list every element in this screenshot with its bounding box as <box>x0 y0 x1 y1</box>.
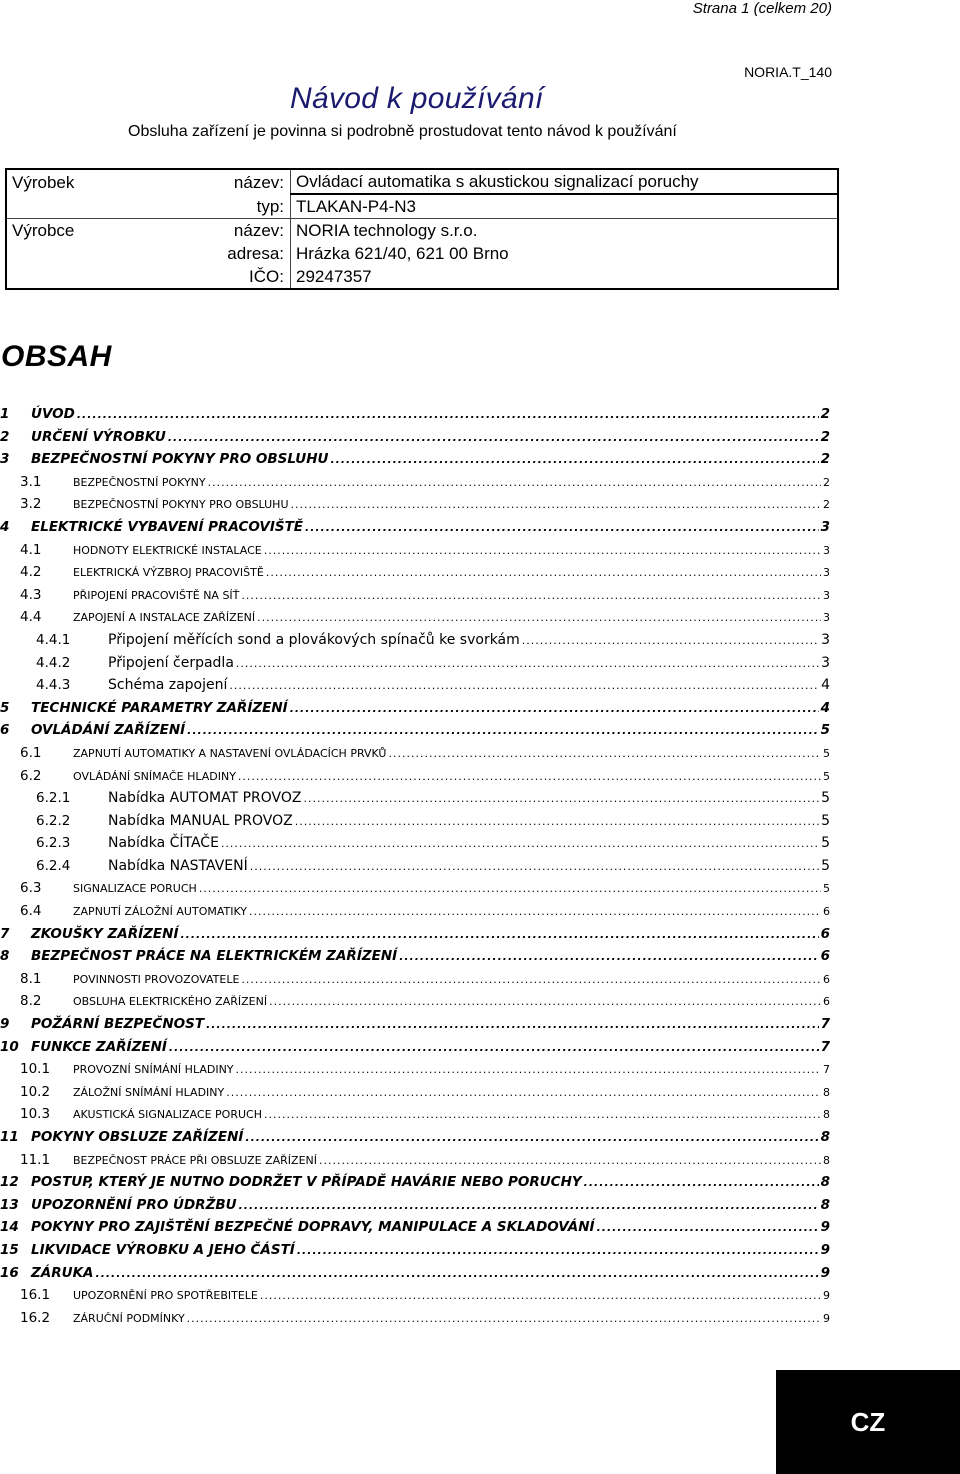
toc-entry-title: OVLÁDÁNÍ SNÍMAČE HLADINY <box>73 769 236 783</box>
toc-entry-title: Schéma zapojení <box>108 677 228 694</box>
toc-leader-dots <box>295 810 819 834</box>
toc-entry-number: 4.4 <box>20 609 42 626</box>
toc-entry[interactable] <box>0 900 830 923</box>
manufacturer-name-row <box>6 219 838 243</box>
toc-entry-number: 3.2 <box>20 496 42 513</box>
toc-entry[interactable] <box>0 403 830 426</box>
toc-entry-number: 10.1 <box>20 1061 51 1078</box>
toc-entry-number: 15 <box>0 1241 19 1258</box>
toc-entry-title: ZÁRUKA <box>31 1264 94 1281</box>
product-info-table <box>5 168 839 290</box>
toc-entry-title: POKYNY PRO ZAJIŠTĚNÍ BEZPEČNÉ DOPRAVY, MANIPULACE A SKLADOVÁNÍ <box>31 1219 595 1236</box>
toc-leader-dots <box>236 1059 821 1082</box>
toc-entry[interactable] <box>0 1036 830 1059</box>
toc-entry-page: 8 <box>820 1129 830 1145</box>
toc-entry[interactable] <box>0 810 830 833</box>
toc-entry-page: 6 <box>823 995 830 1009</box>
toc-entry-page: 7 <box>820 1016 830 1033</box>
toc-entry-page: 5 <box>823 746 830 760</box>
toc-entry-title: PROVOZNÍ SNÍMÁNÍ HLADINY <box>73 1063 234 1077</box>
toc-entry-number: 6.3 <box>20 880 42 897</box>
toc-entry[interactable] <box>0 539 830 562</box>
toc-leader-dots <box>297 1239 819 1263</box>
toc-entry-page: 5 <box>821 812 830 829</box>
toc-leader-dots <box>208 472 821 495</box>
toc-entry-title: Nabídka MANUAL PROVOZ <box>108 812 293 829</box>
toc-entry-title: HODNOTY ELEKTRICKÉ INSTALACE <box>73 543 262 557</box>
manufacturer-address-row <box>6 242 838 265</box>
toc-entry-number: 4.4.3 <box>36 677 71 694</box>
toc-leader-dots <box>239 1194 819 1218</box>
empty-cell <box>6 242 109 265</box>
toc-entry-title: BEZPEČNOST PRÁCE NA ELEKTRICKÉM ZAŘÍZENÍ <box>31 948 398 965</box>
empty-cell <box>6 194 109 219</box>
toc-entry[interactable] <box>0 561 830 584</box>
toc-leader-dots <box>77 403 819 427</box>
info-value: NORIA technology s.r.o. <box>291 219 839 243</box>
toc-entry-page: 9 <box>823 1311 830 1325</box>
toc-entry-page: 5 <box>823 769 830 783</box>
toc-entry-page: 3 <box>823 566 830 580</box>
product-section-label: Výrobek <box>6 169 109 194</box>
toc-entry[interactable] <box>0 584 830 607</box>
toc-entry-page: 7 <box>820 1038 830 1055</box>
toc-entry-page: 3 <box>823 611 830 625</box>
toc-leader-dots <box>187 719 818 743</box>
toc-entry[interactable] <box>0 877 830 900</box>
info-label: IČO: <box>109 265 291 289</box>
toc-entry-number: 6.1 <box>20 744 42 761</box>
toc-entry-number: 4.3 <box>20 586 42 603</box>
toc-entry-number: 6.2.2 <box>36 812 71 829</box>
toc-entry-page: 2 <box>823 475 830 489</box>
toc-entry-number: 4.4.2 <box>36 654 71 671</box>
toc-leader-dots <box>330 448 818 472</box>
toc-leader-dots <box>290 697 819 721</box>
toc-entry-page: 3 <box>821 654 830 671</box>
toc-entry-page: 9 <box>823 1289 830 1303</box>
toc-leader-dots <box>264 1104 821 1127</box>
toc-entry-title: ÚVOD <box>31 406 75 422</box>
page-subtitle: Obsluha zařízení je povinna si podrobně prostudovat tento návod k používání <box>128 123 677 140</box>
toc-entry-number: 3 <box>0 451 10 468</box>
toc-entry-number: 8.1 <box>20 970 42 987</box>
toc-entry-page: 6 <box>823 972 830 986</box>
toc-entry-title: ZKOUŠKY ZAŘÍZENÍ <box>31 925 179 942</box>
toc-entry-number: 8 <box>0 948 10 965</box>
toc-leader-dots <box>522 629 819 653</box>
toc-entry-number: 6.2.3 <box>36 835 71 852</box>
toc-leader-dots <box>169 1036 819 1060</box>
toc-leader-dots <box>199 878 821 901</box>
toc-entry-title: ZAPNUTÍ AUTOMATIKY A NASTAVENÍ OVLÁDACÍCH PRVKŮ <box>73 746 387 760</box>
toc-entry-page: 3 <box>820 518 830 535</box>
toc-entry-page: 2 <box>823 498 830 512</box>
toc-entry[interactable] <box>0 1058 830 1081</box>
toc-leader-dots <box>305 516 819 540</box>
toc-entry-title: UPOZORNĚNÍ PRO SPOTŘEBITELE <box>73 1289 258 1303</box>
toc-entry[interactable] <box>0 1081 830 1104</box>
product-type-row <box>6 194 838 219</box>
toc-entry-number: 14 <box>0 1219 19 1236</box>
toc-entry-number: 5 <box>0 699 10 716</box>
toc-entry[interactable] <box>0 674 830 697</box>
toc-entry[interactable] <box>0 1307 830 1330</box>
toc-entry-title: POKYNY OBSLUZE ZAŘÍZENÍ <box>31 1129 244 1145</box>
toc-entry-title: TECHNICKÉ PARAMETRY ZAŘÍZENÍ <box>31 699 288 716</box>
toc-entry-number: 10.3 <box>20 1106 51 1123</box>
toc-entry-page: 9 <box>820 1241 830 1258</box>
toc-entry-title: OVLÁDÁNÍ ZAŘÍZENÍ <box>31 722 186 739</box>
toc-entry-number: 16 <box>0 1264 19 1281</box>
toc-entry-number: 13 <box>0 1196 19 1213</box>
language-badge: CZ <box>776 1370 960 1474</box>
toc-entry-title: UPOZORNĚNÍ PRO ÚDRŽBU <box>31 1196 237 1213</box>
toc-entry-number: 4 <box>0 518 10 535</box>
toc-entry-page: 5 <box>823 882 830 896</box>
toc-entry-page: 3 <box>823 588 830 602</box>
toc-entry-number: 6 <box>0 722 10 739</box>
toc-entry-title: Nabídka ČÍTAČE <box>108 835 219 852</box>
toc-entry-number: 6.2.4 <box>36 857 71 874</box>
toc-leader-dots <box>250 855 819 879</box>
toc-entry[interactable] <box>0 471 830 494</box>
toc-leader-dots <box>221 832 819 856</box>
toc-entry-number: 12 <box>0 1174 19 1191</box>
empty-cell <box>6 265 109 289</box>
toc-entry[interactable] <box>0 787 830 810</box>
toc-entry-number: 4.4.1 <box>36 631 71 648</box>
toc-entry[interactable] <box>0 1194 830 1217</box>
toc-entry[interactable] <box>0 832 830 855</box>
toc-leader-dots <box>399 945 818 969</box>
page-counter: Strana 1 (celkem 20) <box>692 0 832 17</box>
toc-entry-page: 2 <box>820 428 830 445</box>
toc-entry-page: 4 <box>821 677 830 694</box>
table-of-contents <box>0 403 830 1329</box>
toc-entry-page: 4 <box>820 699 830 716</box>
toc-entry[interactable] <box>0 493 830 516</box>
toc-entry-title: Připojení čerpadla <box>108 654 234 671</box>
toc-entry-number: 6.4 <box>20 903 42 920</box>
toc-entry-number: 4.2 <box>20 564 42 581</box>
toc-entry[interactable] <box>0 516 830 539</box>
toc-entry-title: LIKVIDACE VÝROBKU A JEHO ČÁSTÍ <box>31 1241 295 1258</box>
toc-entry-page: 9 <box>820 1219 830 1236</box>
toc-entry-page: 3 <box>823 543 830 557</box>
toc-entry-page: 2 <box>820 406 830 422</box>
toc-leader-dots <box>229 674 819 698</box>
toc-entry-page: 6 <box>823 905 830 919</box>
toc-entry-number: 6.2 <box>20 767 42 784</box>
toc-entry-number: 9 <box>0 1016 10 1033</box>
toc-entry-title: ZÁRUČNÍ PODMÍNKY <box>73 1311 185 1325</box>
toc-entry-title: OBSLUHA ELEKTRICKÉHO ZAŘÍZENÍ <box>73 995 268 1009</box>
toc-leader-dots <box>584 1171 819 1195</box>
toc-leader-dots <box>187 1308 821 1331</box>
toc-entry-page: 9 <box>820 1264 830 1281</box>
info-label: název: <box>109 169 291 194</box>
toc-leader-dots <box>303 787 819 811</box>
toc-entry-title: Nabídka NASTAVENÍ <box>108 857 248 874</box>
toc-entry-title: BEZPEČNOST PRÁCE PŘI OBSLUZE ZAŘÍZENÍ <box>73 1153 318 1167</box>
toc-entry-page: 6 <box>820 925 830 942</box>
toc-entry-page: 7 <box>823 1063 830 1077</box>
toc-entry[interactable] <box>0 1216 830 1239</box>
toc-leader-dots <box>269 991 821 1014</box>
toc-entry[interactable] <box>0 945 830 968</box>
toc-entry[interactable] <box>0 652 830 675</box>
manufacturer-id-row <box>6 265 838 289</box>
toc-entry-title: ZAPOJENÍ A INSTALACE ZAŘÍZENÍ <box>73 611 256 625</box>
toc-entry-title: BEZPEČNOSTNÍ POKYNY <box>73 475 206 489</box>
toc-entry-title: Připojení měřících sond a plovákových spínačů ke svorkám <box>108 631 520 648</box>
manufacturer-section-label: Výrobce <box>6 219 109 243</box>
toc-leader-dots <box>388 743 821 766</box>
toc-leader-dots <box>241 585 821 608</box>
toc-entry[interactable] <box>0 855 830 878</box>
toc-entry-number: 11.1 <box>20 1151 51 1168</box>
toc-entry[interactable] <box>0 606 830 629</box>
toc-entry-title: Nabídka AUTOMAT PROVOZ <box>108 790 302 807</box>
toc-entry-title: PŘIPOJENÍ PRACOVIŠTĚ NA SÍŤ <box>73 588 240 602</box>
toc-entry-title: URČENÍ VÝROBKU <box>31 428 166 445</box>
toc-entry-title: ZAPNUTÍ ZÁLOŽNÍ AUTOMATIKY <box>73 905 248 919</box>
toc-entry-page: 6 <box>820 948 830 965</box>
toc-leader-dots <box>260 1285 821 1308</box>
toc-entry-number: 6.2.1 <box>36 790 71 807</box>
toc-entry[interactable] <box>0 1103 830 1126</box>
toc-entry[interactable] <box>0 1171 830 1194</box>
toc-entry-title: ELEKTRICKÁ VÝZBROJ PRACOVIŠTĚ <box>73 566 264 580</box>
info-value: Ovládací automatika s akustickou signalizací poruchy <box>291 169 839 194</box>
toc-entry-title: POSTUP, KTERÝ JE NUTNO DODRŽET V PŘÍPADĚ HAVÁRIE NEBO PORUCHY <box>31 1174 582 1191</box>
toc-entry[interactable] <box>0 1126 830 1149</box>
toc-leader-dots <box>266 562 821 585</box>
toc-entry-number: 7 <box>0 925 10 942</box>
toc-entry-page: 8 <box>820 1196 830 1213</box>
toc-entry-title: POVINNOSTI PROVOZOVATELE <box>73 972 240 986</box>
toc-entry-number: 16.2 <box>20 1309 51 1326</box>
toc-entry-number: 10 <box>0 1038 19 1055</box>
toc-leader-dots <box>238 766 821 789</box>
toc-entry-number: 10.2 <box>20 1083 51 1100</box>
toc-leader-dots <box>168 426 819 450</box>
toc-entry-page: 8 <box>823 1108 830 1122</box>
toc-leader-dots <box>245 1126 818 1150</box>
toc-entry-number: 3.1 <box>20 473 42 490</box>
toc-leader-dots <box>257 607 821 630</box>
toc-leader-dots <box>291 494 821 517</box>
toc-entry[interactable] <box>0 1013 830 1036</box>
toc-entry-page: 5 <box>821 790 830 807</box>
toc-entry-page: 8 <box>823 1085 830 1099</box>
toc-entry[interactable] <box>0 765 830 788</box>
toc-entry-page: 8 <box>820 1174 830 1191</box>
toc-entry[interactable] <box>0 448 830 471</box>
toc-entry[interactable] <box>0 1149 830 1172</box>
toc-entry[interactable] <box>0 697 830 720</box>
toc-entry-title: POŽÁRNÍ BEZPEČNOST <box>31 1016 205 1033</box>
toc-entry-title: BEZPEČNOSTNÍ POKYNY PRO OBSLUHU <box>31 451 329 468</box>
toc-entry-title: FUNKCE ZAŘÍZENÍ <box>31 1038 167 1055</box>
toc-entry-page: 5 <box>821 835 830 852</box>
toc-entry[interactable] <box>0 629 830 652</box>
toc-entry-page: 3 <box>821 631 830 648</box>
toc-leader-dots <box>241 969 821 992</box>
toc-leader-dots <box>319 1150 821 1173</box>
toc-leader-dots <box>180 923 818 947</box>
toc-entry[interactable] <box>0 1239 830 1262</box>
info-label: typ: <box>256 196 284 216</box>
toc-leader-dots <box>96 1262 819 1286</box>
toc-entry[interactable] <box>0 923 830 946</box>
toc-entry-page: 5 <box>820 722 830 739</box>
toc-leader-dots <box>597 1216 819 1240</box>
toc-entry[interactable] <box>0 1284 830 1307</box>
toc-entry-title: SIGNALIZACE PORUCH <box>73 882 197 896</box>
info-value: TLAKAN-P4-N3 <box>291 194 839 219</box>
toc-entry[interactable] <box>0 990 830 1013</box>
toc-leader-dots <box>206 1013 819 1037</box>
toc-entry-page: 5 <box>821 857 830 874</box>
toc-entry-number: 16.1 <box>20 1287 51 1304</box>
toc-leader-dots <box>226 1082 821 1105</box>
document-code: NORIA.T_140 <box>744 64 832 80</box>
info-label: adresa: <box>227 244 284 263</box>
page-title: Návod k používání <box>290 82 544 115</box>
toc-entry-number: 2 <box>0 428 10 445</box>
toc-entry[interactable] <box>0 719 830 742</box>
toc-entry-number: 4.1 <box>20 541 42 558</box>
toc-entry-number: 11 <box>0 1129 19 1145</box>
info-value: Hrázka 621/40, 621 00 Brno <box>291 242 839 265</box>
toc-leader-dots <box>264 540 821 563</box>
toc-entry-title: ELEKTRICKÉ VYBAVENÍ PRACOVIŠTĚ <box>31 518 304 535</box>
toc-entry[interactable] <box>0 968 830 991</box>
toc-entry-title: ZÁLOŽNÍ SNÍMÁNÍ HLADINY <box>73 1085 225 1099</box>
product-name-row <box>6 169 838 194</box>
toc-entry-page: 8 <box>823 1153 830 1167</box>
toc-entry[interactable] <box>0 426 830 449</box>
toc-entry-number: 1 <box>0 406 10 422</box>
toc-entry[interactable] <box>0 742 830 765</box>
toc-entry-title: BEZPEČNOSTNÍ POKYNY PRO OBSLUHU <box>73 498 289 512</box>
contents-heading: OBSAH <box>1 340 112 373</box>
toc-entry-page: 2 <box>820 451 830 468</box>
info-label: název: <box>109 219 291 243</box>
toc-leader-dots <box>249 901 821 924</box>
info-value: 29247357 <box>291 265 839 289</box>
toc-entry-title: AKUSTICKÁ SIGNALIZACE PORUCH <box>73 1108 262 1122</box>
toc-entry[interactable] <box>0 1262 830 1285</box>
toc-entry-number: 8.2 <box>20 993 42 1010</box>
toc-leader-dots <box>236 652 819 676</box>
